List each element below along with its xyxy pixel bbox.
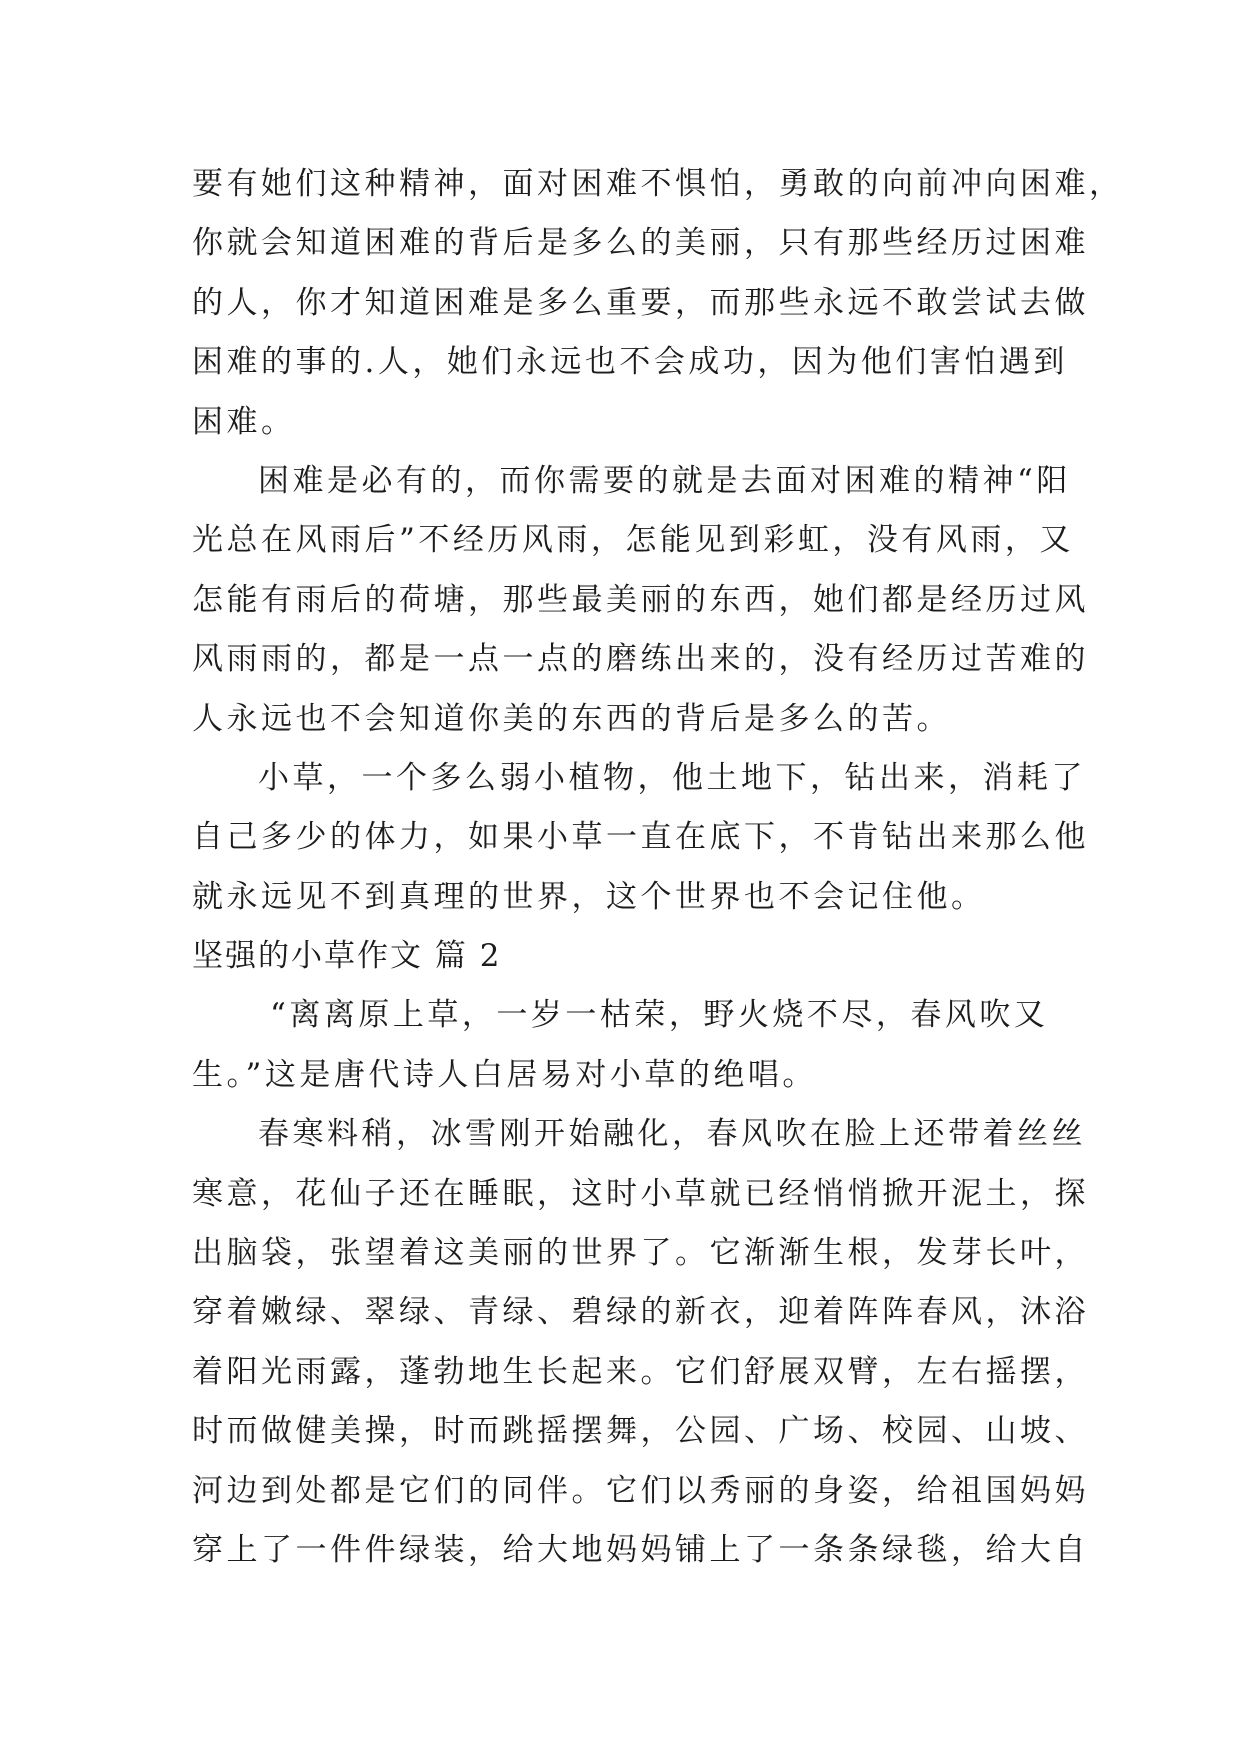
paragraph-start-line: 春寒料稍，冰雪刚开始融化，春风吹在脸上还带着丝丝 [258,1116,1086,1153]
text-line: 要有她们这种精神，面对困难不惧怕，勇敢的向前冲向困难， [192,166,1124,202]
text-line: 着阳光雨露，蓬勃地生长起来。它们舒展双臂，左右摇摆， [192,1353,1089,1390]
paragraph-start-line: 困难是必有的，而你需要的就是去面对困难的精神“阳 [258,462,1071,499]
paragraph-start-line: “离离原上草，一岁一枯荣，野火烧不尽，春风吹又 [270,997,1049,1034]
text-line: 怎能有雨后的荷塘，那些最美丽的东西，她们都是经历过风 [192,581,1089,618]
text-line: 风雨雨的，都是一点一点的磨练出来的，没有经历过苦难的 [192,641,1089,678]
text-line: 光总在风雨后”不经历风雨，怎能见到彩虹，没有风雨，又 [192,522,1074,559]
text-line: 时而做健美操，时而跳摇摆舞，公园、广场、校园、山坡、 [192,1413,1089,1450]
text-line: 就永远见不到真理的世界，这个世界也不会记住他。 [192,878,986,915]
text-line: 你就会知道困难的背后是多么的美丽，只有那些经历过困难 [192,225,1089,262]
text-line: 困难的事的.人，她们永远也不会成功，因为他们害怕遇到 [192,344,1068,381]
text-line: 人永远也不会知道你美的东西的背后是多么的苦。 [192,700,951,737]
section-heading: 坚强的小草作文 篇 2 [192,938,502,975]
text-line: 河边到处都是它们的同伴。它们以秀丽的身姿，给祖国妈妈 [192,1472,1089,1509]
text-line: 穿上了一件件绿装，给大地妈妈铺上了一条条绿毯，给大自 [192,1531,1089,1568]
text-line: 生。”这是唐代诗人白居易对小草的绝唱。 [192,1056,817,1093]
text-line: 出脑袋，张望着这美丽的世界了。它渐渐生根，发芽长叶， [192,1235,1089,1272]
text-line: 自己多少的体力，如果小草一直在底下，不肯钻出来那么他 [192,819,1089,856]
paragraph-start-line: 小草，一个多么弱小植物，他土地下，钻出来，消耗了 [258,759,1086,796]
text-line: 穿着嫩绿、翠绿、青绿、碧绿的新衣，迎着阵阵春风，沐浴 [192,1294,1089,1331]
text-line: 困难。 [192,403,296,440]
text-line: 寒意，花仙子还在睡眠，这时小草就已经悄悄掀开泥土，探 [192,1175,1089,1212]
text-line: 的人，你才知道困难是多么重要，而那些永远不敢尝试去做 [192,284,1089,321]
document-body [192,155,1124,1580]
